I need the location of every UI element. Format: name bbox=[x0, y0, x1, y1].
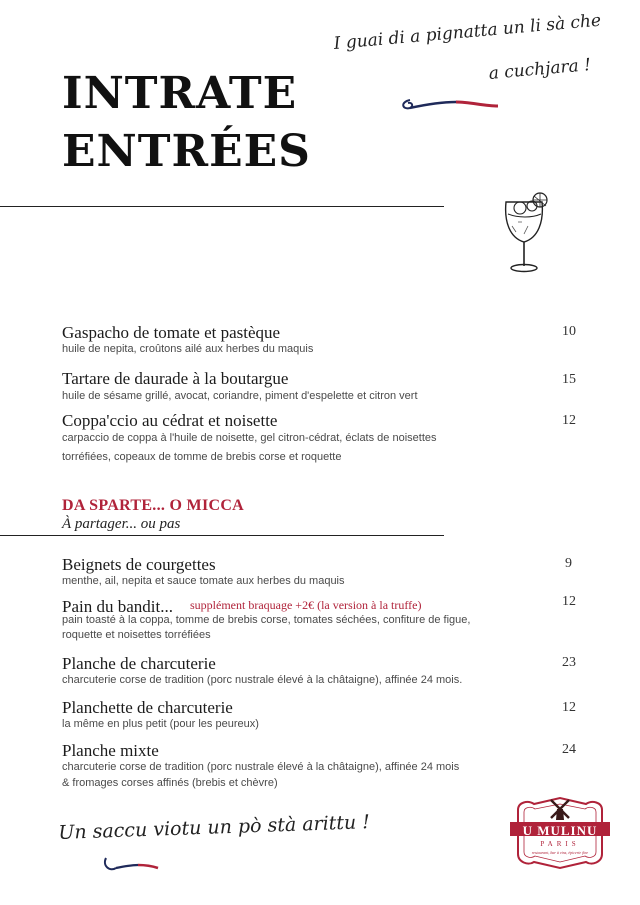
section-subtitle: À partager... ou pas bbox=[62, 516, 181, 532]
menu-item-price: 12 bbox=[562, 413, 576, 428]
logo-name: U MULINU bbox=[522, 823, 598, 838]
menu-item-name: Planche de charcuterie bbox=[62, 654, 216, 673]
menu-item-description: huile de sésame grillé, avocat, coriandre, piment d'espelette et citron vert bbox=[62, 390, 418, 402]
flourish-icon bbox=[100, 852, 160, 878]
menu-item-name: Tartare de daurade à la boutargue bbox=[62, 369, 289, 388]
wine-glass-icon bbox=[498, 192, 554, 280]
logo-tagline: restaurant, bar à vins, épicerie fine bbox=[531, 850, 589, 855]
menu-item-description: pain toasté à la coppa, tomme de brebis corse, tomates séchées, confiture de figue, bbox=[62, 614, 471, 626]
page-title-line2: ENTRÉES bbox=[62, 126, 311, 177]
menu-item-name: Planchette de charcuterie bbox=[62, 698, 233, 717]
menu-item-description-continued: & fromages corses affinés (brebis et chèvre) bbox=[62, 777, 278, 789]
menu-item-name: Coppa'ccio au cédrat et noisette bbox=[62, 411, 278, 430]
menu-item-description: charcuterie corse de tradition (porc nustrale élevé à la châtaigne), affinée 24 mois. bbox=[62, 674, 463, 686]
menu-item-description: menthe, ail, nepita et sauce tomate aux herbes du maquis bbox=[62, 575, 345, 587]
section-divider bbox=[0, 535, 444, 536]
handwritten-quote-line2: a cuchjara ! bbox=[488, 55, 592, 84]
page-title-line1: INTRATE bbox=[62, 68, 298, 119]
handwritten-footer-quote: Un saccu viotu un pò stà arittu ! bbox=[58, 811, 371, 844]
menu-item-note: supplément braquage +2€ (la version à la truffe) bbox=[190, 598, 422, 612]
menu-item-description: carpaccio de coppa à l'huile de noisette, gel citron-cédrat, éclats de noisettes bbox=[62, 432, 437, 444]
logo-city: PARIS bbox=[540, 840, 580, 848]
menu-item-description: huile de nepita, croûtons ailé aux herbes du maquis bbox=[62, 343, 314, 355]
menu-item-price: 15 bbox=[562, 372, 576, 387]
menu-item-price: 10 bbox=[562, 324, 576, 339]
menu-item-price: 24 bbox=[562, 742, 576, 757]
handwritten-quote-line1: I guai di a pignatta un li sà che bbox=[333, 10, 602, 54]
section-title: DA SPARTE... O MICCA bbox=[62, 497, 245, 514]
menu-item-description: la même en plus petit (pour les peureux) bbox=[62, 718, 259, 730]
menu-item-name: Planche mixte bbox=[62, 741, 159, 760]
flourish-icon bbox=[398, 90, 502, 116]
menu-item-description: charcuterie corse de tradition (porc nustrale élevé à la châtaigne), affinée 24 mois bbox=[62, 761, 460, 773]
menu-item-description-continued: torréfiées, copeaux de tomme de brebis corse et roquette bbox=[62, 451, 342, 463]
menu-item-name: Pain du bandit... bbox=[62, 597, 173, 616]
menu-item-price: 12 bbox=[562, 700, 576, 715]
windmill-icon bbox=[548, 797, 572, 821]
menu-item-description-continued: roquette et noisettes torréfiées bbox=[62, 629, 211, 641]
menu-item-price: 23 bbox=[562, 655, 576, 670]
menu-item-price: 12 bbox=[562, 594, 576, 609]
menu-item-name: Beignets de courgettes bbox=[62, 555, 216, 574]
header-divider bbox=[0, 206, 444, 207]
menu-item-price: 9 bbox=[565, 556, 572, 571]
menu-item-name: Gaspacho de tomate et pastèque bbox=[62, 323, 281, 342]
